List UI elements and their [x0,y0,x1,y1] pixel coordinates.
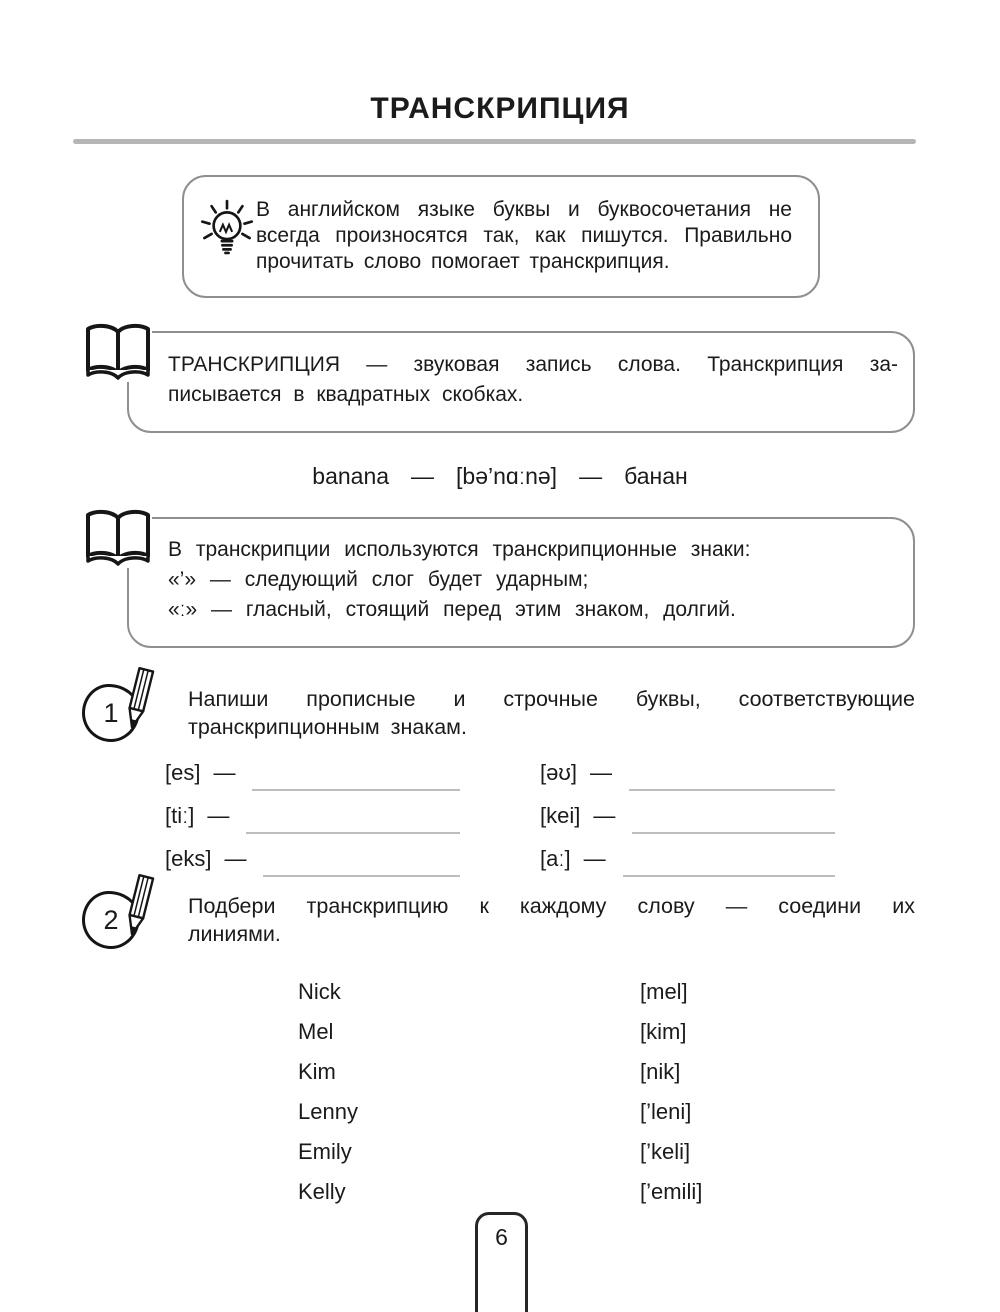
answer-blank[interactable] [629,787,835,791]
definition-box-transcription [127,331,915,433]
example-line [0,463,1000,490]
transcription-item [165,795,460,838]
transcription-item [165,838,460,881]
signs-line: «’» — следующий слог будет ударным; [168,568,589,591]
exercise-number: 2 [103,904,119,935]
transcription-item [540,795,835,838]
match-word[interactable]: Lenny [298,1099,358,1124]
answer-blank[interactable] [252,787,460,791]
match-word[interactable]: Kim [298,1059,336,1084]
exercise-1-items [165,752,835,881]
transcription-sign: [es] [165,760,201,785]
dash: — [207,803,230,828]
transcription-item [540,838,835,881]
transcription-item [165,752,460,795]
open-book-icon [82,322,154,386]
example-transcription: [bə’nɑːnə] [456,463,558,489]
match-words-column [298,972,358,1212]
exercise-number: 1 [103,697,119,728]
match-transcription[interactable]: [’leni] [640,1099,692,1124]
instruction-line: Подбери транскрипцию к каждому слову — соедини их [188,894,915,918]
answer-blank[interactable] [263,873,460,877]
answer-blank[interactable] [246,830,460,834]
dash: — [593,803,616,828]
exercise-1-instruction [188,685,915,741]
tip-line: всегда произносятся так, как пишутся. Правильно [256,224,792,247]
answer-blank[interactable] [623,873,835,877]
instruction-line: Напиши прописные и строчные буквы, соответствующие [188,687,915,711]
tip-box [182,175,820,298]
page-number-box [475,1212,528,1312]
signs-line: «ː» — гласный, стоящий перед этим знаком, долгий. [168,598,736,621]
match-word[interactable]: Kelly [298,1179,346,1204]
dash: — [224,846,247,871]
pencil-icon [116,663,161,734]
transcription-sign: [tiː] [165,803,195,828]
instruction-line: линиями. [188,922,281,946]
lightbulb-icon [196,199,258,273]
definition-text [168,350,898,410]
definition-box-signs [127,517,915,648]
tip-line: В английском языке буквы и буквосочетания не [256,198,792,221]
signs-line: В транскрипции используются транскрипционные знаки: [168,538,751,561]
transcription-sign: [kei] [540,803,581,828]
dash: — [579,463,603,489]
definition-line: писывается в квадратных скобках. [168,383,524,406]
match-word[interactable]: Mel [298,1019,334,1044]
dash: — [213,760,236,785]
page-title: ТРАНСКРИПЦИЯ [370,92,630,125]
tip-line: прочитать слово помогает транскрипция. [256,250,670,273]
match-transcription[interactable]: [mel] [640,979,688,1004]
match-transcriptions-column [640,972,702,1212]
example-word: banana [312,463,390,489]
answer-blank[interactable] [632,830,835,834]
instruction-line: транскрипционным знакам. [188,715,467,739]
dash: — [583,846,606,871]
transcription-sign: [eks] [165,846,212,871]
tip-text [256,197,792,275]
transcription-sign: [əʊ] [540,760,577,785]
dash: — [411,463,435,489]
transcription-sign: [aː] [540,846,571,871]
title-divider [73,139,916,144]
exercise-2-instruction [188,892,915,948]
example-translation: банан [624,463,688,489]
open-book-icon [82,508,154,572]
match-transcription[interactable]: [’emili] [640,1179,703,1204]
match-word[interactable]: Nick [298,979,341,1004]
definition-line: ТРАНСКРИПЦИЯ — звуковая запись слова. Транскрипция за- [168,353,898,376]
transcription-item [540,752,835,795]
match-word[interactable]: Emily [298,1139,352,1164]
page-number: 6 [495,1224,508,1250]
match-transcription[interactable]: [kim] [640,1019,687,1044]
match-transcription[interactable]: [’keli] [640,1139,691,1164]
match-transcription[interactable]: [nik] [640,1059,681,1084]
pencil-icon [116,870,161,941]
signs-text [168,535,898,625]
dash: — [589,760,612,785]
